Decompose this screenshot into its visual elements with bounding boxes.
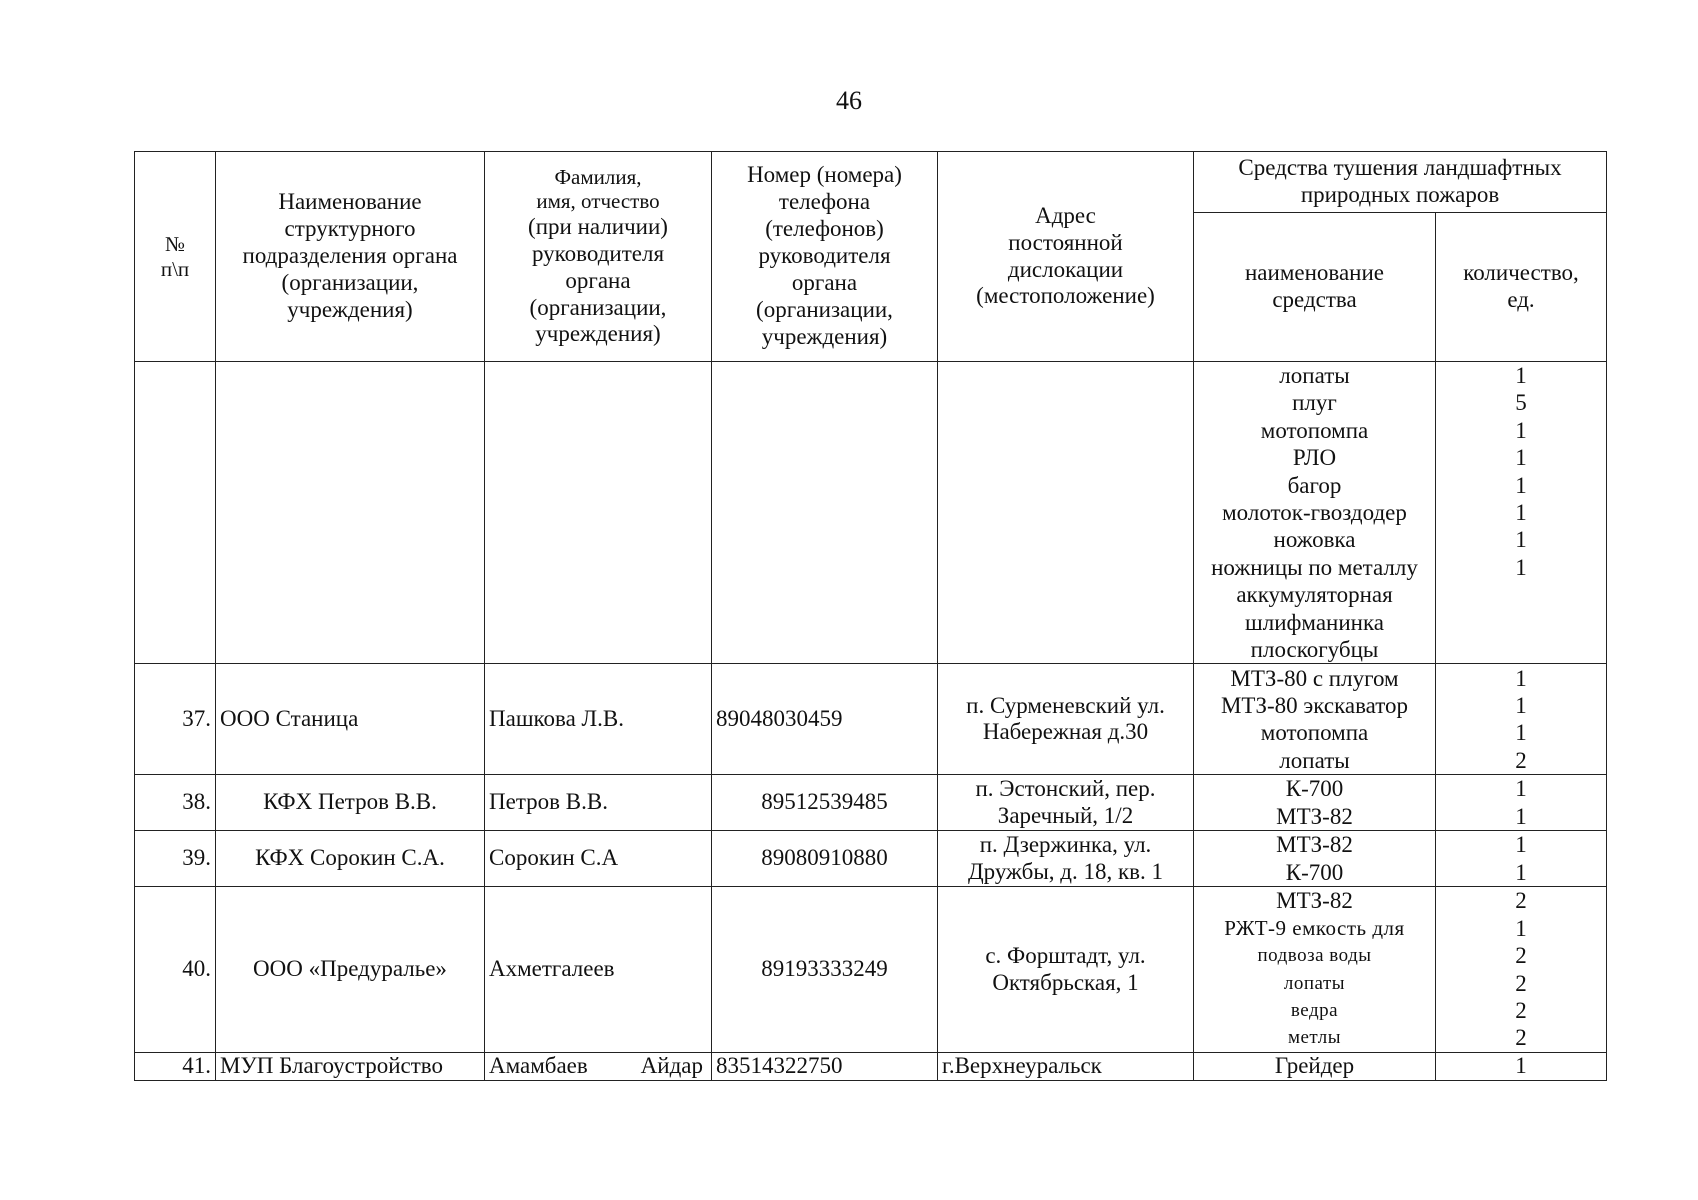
cell-head xyxy=(485,1053,712,1081)
cell-phone: 89048030459 xyxy=(712,664,938,775)
cell-phone: 89512539485 xyxy=(712,775,938,831)
cell-phone: 89193333249 xyxy=(712,887,938,1053)
cell-items: К-700 МТЗ-82 xyxy=(1194,775,1436,831)
cell-address: п. Эстонский, пер. Заречный, 1/2 xyxy=(938,775,1194,831)
cell-num: 40. xyxy=(135,887,216,1053)
page-number: 46 xyxy=(836,86,862,115)
cell-qty: 1 1 xyxy=(1436,775,1607,831)
cell-org: МУП Благоустройство xyxy=(216,1053,485,1081)
table-row xyxy=(135,831,1607,887)
table-row xyxy=(135,775,1607,831)
cell-items: МТЗ-80 с плугом МТЗ-80 экскаватор мотопомпа лопаты xyxy=(1194,664,1436,775)
cell-address: п. Сурменевский ул. Набережная д.30 xyxy=(938,664,1194,775)
cell-address xyxy=(938,362,1194,664)
table-row xyxy=(135,1053,1607,1081)
head-surname: Амамбаев xyxy=(489,1053,588,1079)
cell-phone: 83514322750 xyxy=(712,1053,938,1081)
fire-equipment-table xyxy=(134,151,1607,1081)
header-means-qty: количество, ед. xyxy=(1436,213,1607,362)
cell-items: лопаты плуг мотопомпа РЛО багор молоток-гвоздодер ножовка ножницы по металлу аккумуляторная шлифманинка плоскогубцы xyxy=(1194,362,1436,664)
header-address: Адрес постоянной дислокации (местоположение) xyxy=(938,152,1194,362)
cell-head: Сорокин С.А xyxy=(485,831,712,887)
cell-qty: 1 1 xyxy=(1436,831,1607,887)
cell-phone xyxy=(712,362,938,664)
cell-org: ООО «Предуралье» xyxy=(216,887,485,1053)
cell-qty: 1 xyxy=(1436,1053,1607,1081)
table-row xyxy=(135,664,1607,775)
table-row xyxy=(135,887,1607,1053)
cell-org: ООО Станица xyxy=(216,664,485,775)
cell-items: МТЗ-82 К-700 xyxy=(1194,831,1436,887)
cell-address: п. Дзержинка, ул. Дружбы, д. 18, кв. 1 xyxy=(938,831,1194,887)
cell-items: Грейдер xyxy=(1194,1053,1436,1081)
cell-num: 39. xyxy=(135,831,216,887)
cell-qty: 1 5 1 1 1 1 1 1 xyxy=(1436,362,1607,664)
table-row xyxy=(135,362,1607,664)
cell-num: 41. xyxy=(135,1053,216,1081)
header-phone: Номер (номера) телефона (телефонов) руководителя органа (организации, учреждения) xyxy=(712,152,938,362)
cell-phone: 89080910880 xyxy=(712,831,938,887)
header-means-group: Средства тушения ландшафтных природных пожаров xyxy=(1194,152,1607,213)
header-means-name: наименование средства xyxy=(1194,213,1436,362)
cell-num: 38. xyxy=(135,775,216,831)
cell-address: г.Верхнеуральск xyxy=(938,1053,1194,1081)
cell-head: Ахметгалеев xyxy=(485,887,712,1053)
header-num: № п\п xyxy=(135,152,216,362)
cell-address: с. Форштадт, ул. Октябрьская, 1 xyxy=(938,887,1194,1053)
cell-head: Пашкова Л.В. xyxy=(485,664,712,775)
cell-num: 37. xyxy=(135,664,216,775)
cell-num xyxy=(135,362,216,664)
cell-head xyxy=(485,362,712,664)
cell-org xyxy=(216,362,485,664)
cell-qty: 2 1 2 2 2 2 xyxy=(1436,887,1607,1053)
cell-qty: 1 1 1 2 xyxy=(1436,664,1607,775)
header-head-name: Фамилия, имя, отчество (при наличии) руководителя органа (организации, учреждения) xyxy=(485,152,712,362)
cell-items: МТЗ-82 РЖТ-9 емкость для подвоза воды лопаты ведра метлы xyxy=(1194,887,1436,1053)
head-given-name: Айдар xyxy=(640,1053,703,1079)
cell-org: КФХ Петров В.В. xyxy=(216,775,485,831)
cell-org: КФХ Сорокин С.А. xyxy=(216,831,485,887)
cell-head: Петров В.В. xyxy=(485,775,712,831)
header-org-name: Наименование структурного подразделения органа (организации, учреждения) xyxy=(216,152,485,362)
